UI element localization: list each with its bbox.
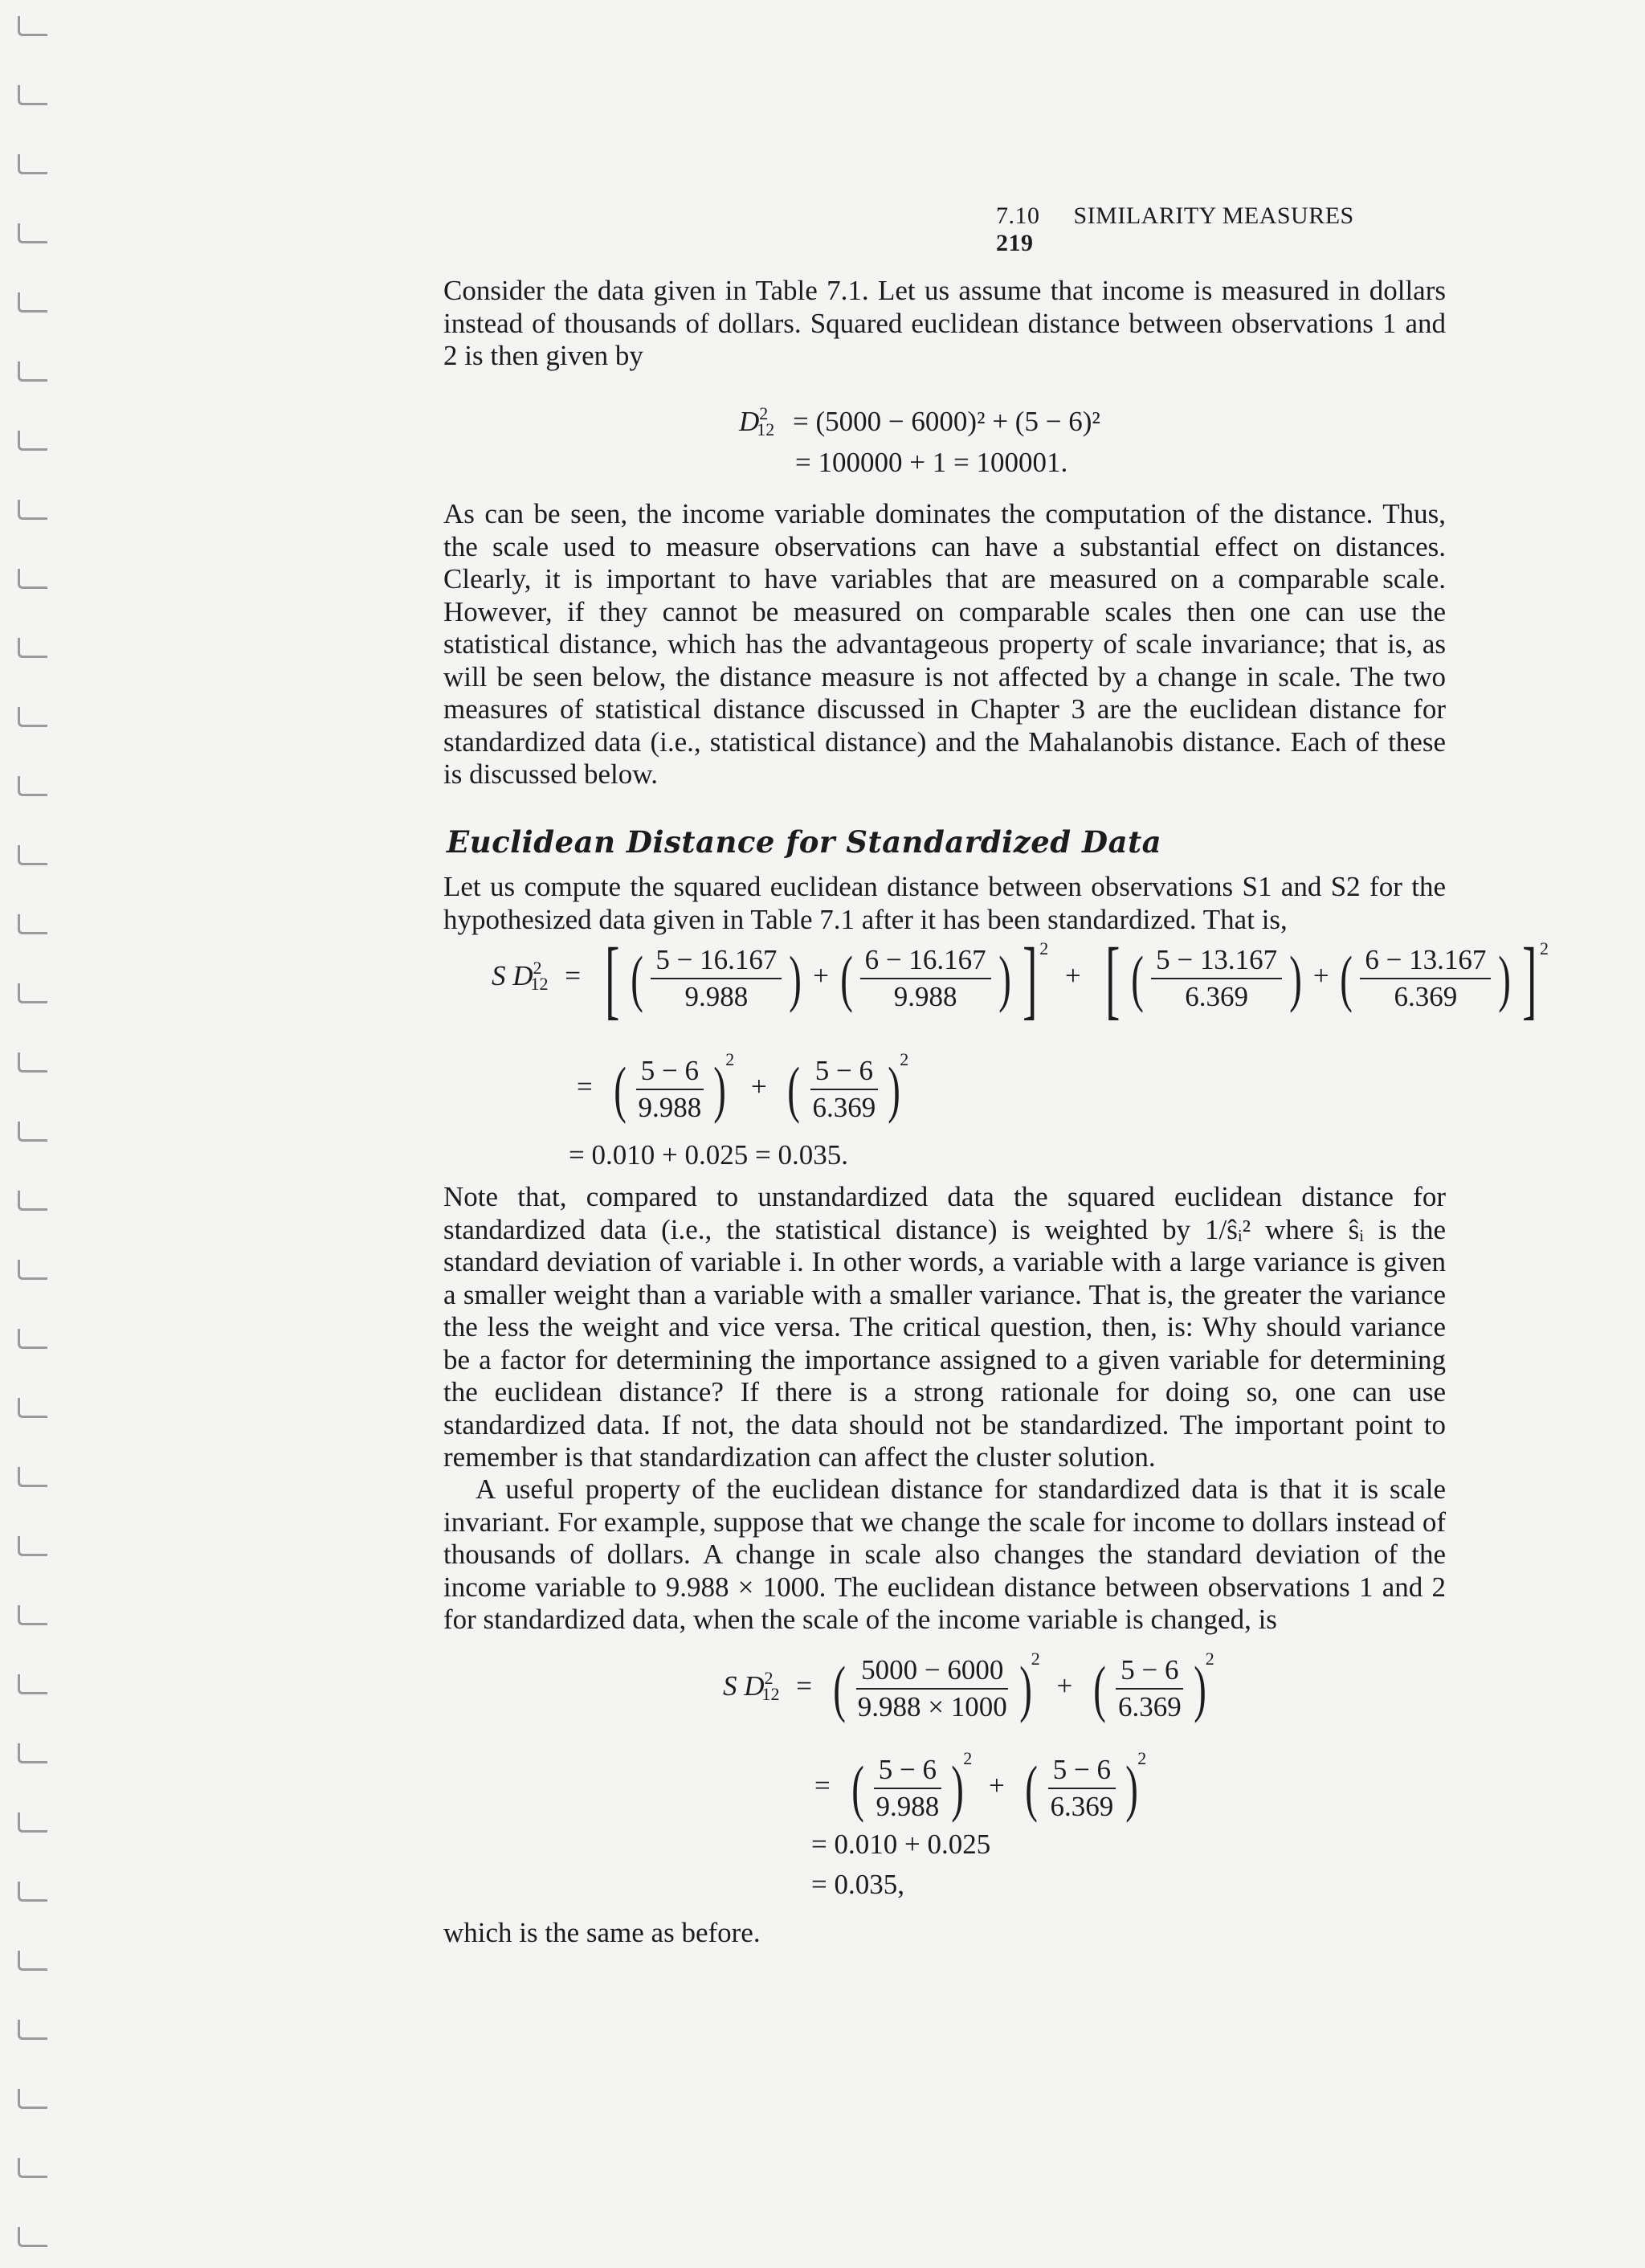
binding-hole [18,2158,47,2178]
equation-simplified: = ( $\frac{5 - 6}{9.988}$ )$^2$ + ( $\frac{5 - 6}{6.369}$ )$^2$ [814,1748,1147,1823]
fraction: $\frac{5 - 6}{6.369}$ [1045,1754,1118,1823]
equation-line: = 100000 + 1 = 100001. [795,447,1068,478]
paragraph-standardized-intro [443,871,1446,936]
paragraph-intro [443,275,1446,373]
equation-rescaled-distance: S $D^2_{12}$ = ( $\frac{5000 - 6000}{9.988 \times 1000}$ )$^2$ + ( $\frac{5 - 6}{6.369}$ )$^2$ [723,1649,1214,1723]
fraction: $\frac{6 - 16.167}{9.988}$ [860,944,991,1013]
binding-hole [18,2020,47,2040]
fraction: $\frac{5 - 6}{9.988}$ [633,1055,706,1124]
paragraph-text: A useful property of the euclidean distance for standardized data is that it is scale invariant. For example, suppose that we change the scale for income to dollars instead of thousands of dollars. A change in scale also changes the standard deviation of the income variable to 9.988 × 1000. The euclidean distance between observations 1 and 2 for standardized data, when the scale of the income variable is changed, is [443,1473,1446,1635]
equation-result [811,1829,990,1861]
paragraph-scale-invariance [443,1473,1446,1637]
binding-hole [18,1882,47,1902]
running-head [996,202,1446,257]
binding-hole [18,500,47,520]
binding-hole [18,914,47,934]
fraction: $\frac{5 - 13.167}{6.369}$ [1151,944,1282,1013]
binding-hole [18,223,47,243]
paragraph-scale-effect [443,498,1446,791]
paragraph-text: As can be seen, the income variable dominates the computation of the distance. Thus, the scale used to measure observations can have a substantial effect on distances. Clearly, it is important to have variables that are measured on a comparable scale. However, if they cannot be measured on comparable scales then one can use the statistical distance, which has the advantageous property of scale invariance; that is, as will be seen below, the distance measure is not affected by a change in scale. The two measures of statistical distance discussed in Chapter 3 are the euclidean distance for standardized data (i.e., statistical distance) and the Mahalanobis distance. Each of these is discussed below. [443,498,1446,790]
equation-unstandardized-distance: $D^2_{12} = (5000 - 6000)^2 + (5 - 6)^2$ [739,403,1100,439]
fraction: $\frac{5 - 16.167}{9.988}$ [651,944,782,1013]
binding-hole [18,1467,47,1487]
binding-hole [18,292,47,313]
paragraph-weighting [443,1181,1446,1474]
binding-hole [18,1605,47,1625]
section-title: SIMILARITY MEASURES [1073,202,1354,229]
binding-hole [18,2227,47,2247]
paragraph-text: Note that, compared to unstandardized data the squared euclidean distance for standardized data (i.e., the statistical distance) is weighted by 1/ŝᵢ² where ŝᵢ is the standard deviation of variable i. In other words, a variable with a large variance is given a smaller weight than a variable with a smaller variance. That is, the greater the variance the less the weight and vice versa. The critical question, then, is: Why should variance be a factor for determining the importance assigned to a given variable for determining the euclidean distance? If there is a strong rationale for doing so, one can use standardized data. If not, the data should not be standardized. The important point to remember is that standardization can affect the cluster solution. [443,1181,1446,1473]
binding-hole [18,845,47,865]
equation-line: = 0.010 + 0.025 [811,1829,991,1860]
binding-hole [18,1122,47,1142]
binding-hole [18,431,47,451]
page-number: 219 [996,230,1034,256]
binding-hole [18,1674,47,1694]
binding-hole [18,1812,47,1833]
equation-line: = 0.035, [811,1869,904,1900]
binding-hole [18,154,47,174]
paragraph-conclusion [443,1917,1446,1950]
fraction: $\frac{5 - 6}{9.988}$ [871,1754,944,1823]
binding-hole [18,85,47,105]
equation-simplified: = ( $\frac{5 - 6}{9.988}$ )$^2$ + ( $\frac{5 - 6}{6.369}$ )$^2$ [577,1049,909,1124]
binding-hole [18,569,47,589]
binding-hole [18,1743,47,1763]
binding-hole [18,1052,47,1073]
binding-hole [18,1191,47,1211]
equation-line: = 0.010 + 0.025 = 0.035. [569,1139,848,1171]
binding-hole [18,1951,47,1971]
fraction: $\frac{5 - 6}{6.369}$ [1113,1654,1186,1723]
binding-hole [18,1329,47,1349]
fraction: $\frac{5000 - 6000}{9.988 \times 1000}$ [857,1653,1007,1722]
binding-hole [18,1536,47,1556]
binding-hole [18,707,47,727]
section-heading: Euclidean Distance for Standardized Data [447,824,1162,860]
equation-result [795,447,1067,479]
equation-standardized-distance: S $D^2_{12}$ = [ ( $\frac{5 - 16.167}{9.988}$ ) + ( $\frac{6 - 16.167}{9.988}$ ) ] $^2$ + [ ( $\frac{5 - 13.167}{6.369}$ ) + ( $\frac{6 - 13.167}{6.369}$ ) ] $^2$ [492,930,1549,1028]
binding-hole [18,776,47,796]
equation-result [569,1139,848,1171]
paragraph-text: Let us compute the squared euclidean distance between observations S1 and S2 for the hypothesized data given in Table 7.1 after it has been standardized. That is, [443,871,1446,935]
binding-hole [18,362,47,382]
fraction: $\frac{6 - 13.167}{6.369}$ [1360,944,1491,1013]
paragraph-text: Consider the data given in Table 7.1. Let us assume that income is measured in dollars instead of thousands of dollars. Squared euclidean distance between observations 1 and 2 is then given by [443,275,1446,371]
binding-hole [18,983,47,1003]
paragraph-text: which is the same as before. [443,1917,761,1948]
binding-hole [18,638,47,658]
binding-holes [0,0,56,2268]
fraction: $\frac{5 - 6}{6.369}$ [807,1055,880,1124]
binding-hole [18,1398,47,1418]
equation-result [811,1869,904,1901]
binding-hole [18,16,47,36]
equation-line: = (5000 − 6000)² + (5 − 6)² [793,406,1100,437]
binding-hole [18,1260,47,1280]
binding-hole [18,2089,47,2109]
section-number: 7.10 [996,202,1040,229]
